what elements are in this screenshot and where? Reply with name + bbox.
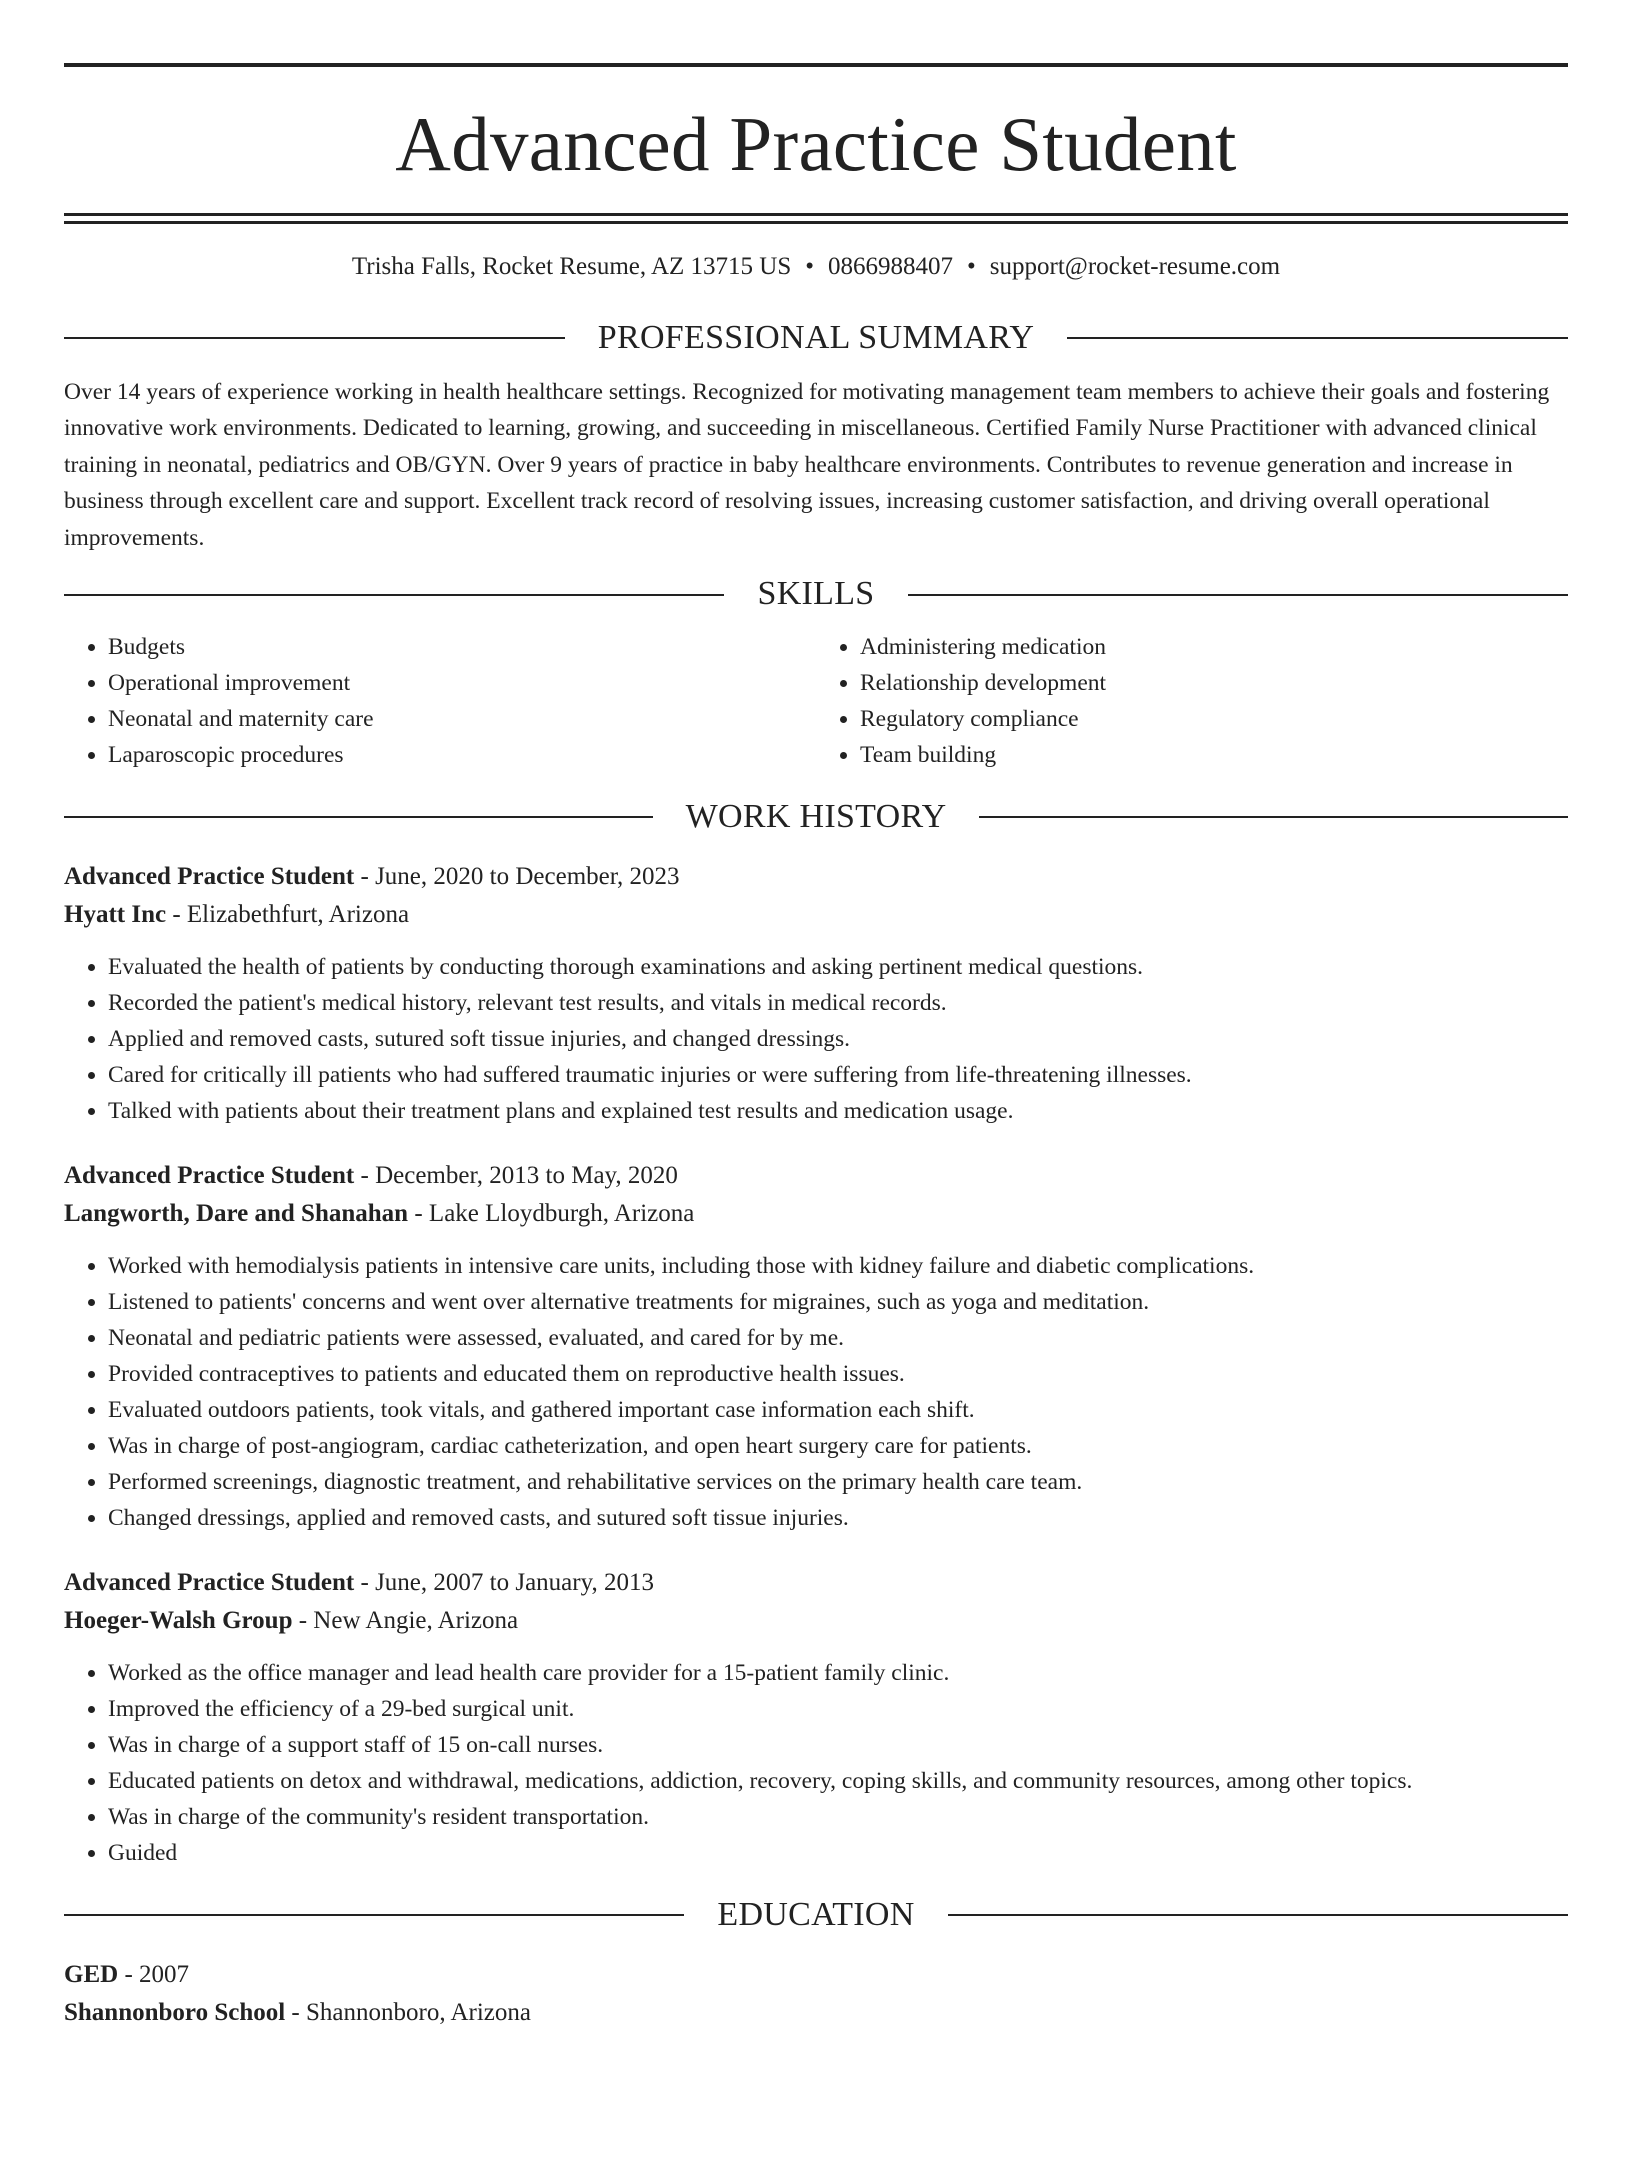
job-bullet: • Worked as the office manager and lead health care provider for a 15-patient family clinic. bbox=[108, 1655, 1568, 1691]
skill-item: • Budgets bbox=[108, 629, 816, 665]
job-bullet: • Was in charge of post-angiogram, cardiac catheterization, and open heart surgery care for patients. bbox=[108, 1428, 1568, 1464]
summary-heading bbox=[64, 318, 1568, 359]
contact-email: support@rocket-resume.com bbox=[989, 253, 1281, 280]
skills-column-left bbox=[64, 629, 816, 773]
job-company: Hoeger-Walsh Group bbox=[64, 1607, 293, 1635]
job-bullet: • Listened to patients' concerns and went over alternative treatments for migraines, such as yoga and meditation. bbox=[108, 1284, 1568, 1320]
skill-item: • Administering medication bbox=[860, 629, 1568, 665]
heading-rule bbox=[64, 816, 653, 818]
job-dates: - June, 2020 to December, 2023 bbox=[354, 862, 680, 890]
work-heading bbox=[64, 797, 1568, 838]
job-company: Hyatt Inc bbox=[64, 901, 167, 929]
heading-rule bbox=[948, 1914, 1568, 1916]
resume-name: Advanced Practice Student bbox=[395, 101, 1237, 187]
skills-column-right bbox=[816, 629, 1568, 773]
heading-rule bbox=[908, 594, 1568, 596]
job-company-line bbox=[64, 1602, 1568, 1641]
job-role: Advanced Practice Student bbox=[64, 1161, 355, 1189]
job-location: - Elizabethfurt, Arizona bbox=[166, 901, 410, 929]
education-year: - 2007 bbox=[118, 1960, 190, 1988]
job-bullet: • Performed screenings, diagnostic treatment, and rehabilitative services on the primary health care team. bbox=[108, 1464, 1568, 1500]
job-bullet: • Neonatal and pediatric patients were assessed, evaluated, and cared for by me. bbox=[108, 1320, 1568, 1356]
job-bullet: • Changed dressings, applied and removed casts, and sutured soft tissue injuries. bbox=[108, 1500, 1568, 1536]
job-bullet: • Evaluated the health of patients by conducting thorough examinations and asking pertinent medical questions. bbox=[108, 949, 1568, 985]
resume-page bbox=[0, 63, 1632, 2175]
skills-heading bbox=[64, 574, 1568, 615]
skills-title: SKILLS bbox=[757, 575, 875, 613]
skill-item: • Neonatal and maternity care bbox=[108, 701, 816, 737]
job-bullets bbox=[64, 1248, 1568, 1536]
job-company: Langworth, Dare and Shanahan bbox=[64, 1200, 409, 1228]
job-dates: - June, 2007 to January, 2013 bbox=[354, 1568, 654, 1596]
header-double-rule bbox=[64, 213, 1568, 224]
skill-item: • Laparoscopic procedures bbox=[108, 737, 816, 773]
summary-text: Over 14 years of experience working in health healthcare settings. Recognized for motivating management team members to achieve their goals and fostering innovative work environments. Dedicated to learning, growing, and succeeding in miscellaneous. Certified Family Nurse Practitioner with advanced clinical training in neonatal, pediatrics and OB/GYN. Over 9 years of practice in baby healthcare environments. Contributes to revenue generation and increase in business through excellent care and support. Excellent track record of resolving issues, increasing customer satisfaction, and driving overall operational improvements. bbox=[64, 378, 1550, 551]
work-title: WORK HISTORY bbox=[685, 798, 947, 836]
contact-separator: • bbox=[805, 253, 815, 280]
job-bullet: • Worked with hemodialysis patients in intensive care units, including those with kidney failure and diabetic complications. bbox=[108, 1248, 1568, 1284]
skill-item: • Regulatory compliance bbox=[860, 701, 1568, 737]
heading-rule bbox=[64, 337, 565, 339]
summary-title: PROFESSIONAL SUMMARY bbox=[597, 319, 1035, 356]
job-bullet: • Recorded the patient's medical history, relevant test results, and vitals in medical records. bbox=[108, 985, 1568, 1021]
job-bullet: • Cared for critically ill patients who had suffered traumatic injuries or were suffering from life-threatening illnesses. bbox=[108, 1057, 1568, 1093]
job-bullet: • Provided contraceptives to patients and educated them on reproductive health issues. bbox=[108, 1356, 1568, 1392]
contact-phone: 0866988407 bbox=[828, 253, 954, 280]
heading-rule bbox=[64, 1914, 684, 1916]
job-bullet: • Guided bbox=[108, 1835, 1568, 1871]
skills-list bbox=[64, 629, 1568, 773]
education-degree-line bbox=[64, 1956, 1568, 1995]
job-bullet: • Educated patients on detox and withdrawal, medications, addiction, recovery, coping skills, and community resources, among other topics. bbox=[108, 1763, 1568, 1799]
job-title-line bbox=[64, 1157, 1568, 1196]
education-location: - Shannonboro, Arizona bbox=[285, 1999, 531, 2027]
skill-item: • Operational improvement bbox=[108, 665, 816, 701]
job-title-line bbox=[64, 1564, 1568, 1603]
job-entry bbox=[64, 1157, 1568, 1536]
job-bullets bbox=[64, 949, 1568, 1129]
skill-item: • Relationship development bbox=[860, 665, 1568, 701]
job-role: Advanced Practice Student bbox=[64, 862, 355, 890]
job-bullet: • Was in charge of a support staff of 15 on-call nurses. bbox=[108, 1727, 1568, 1763]
education-school: Shannonboro School bbox=[64, 1999, 286, 2027]
job-company-line bbox=[64, 1195, 1568, 1234]
job-bullet: • Evaluated outdoors patients, took vitals, and gathered important case information each shift. bbox=[108, 1392, 1568, 1428]
heading-rule bbox=[979, 816, 1568, 818]
job-location: - New Angie, Arizona bbox=[292, 1607, 519, 1635]
job-bullet: • Was in charge of the community's resident transportation. bbox=[108, 1799, 1568, 1835]
education-degree: GED bbox=[64, 1960, 119, 1988]
contact-line bbox=[64, 252, 1568, 282]
job-entry bbox=[64, 858, 1568, 1129]
contact-separator: • bbox=[967, 253, 976, 280]
job-dates: - December, 2013 to May, 2020 bbox=[354, 1161, 678, 1189]
job-entry bbox=[64, 1564, 1568, 1871]
job-company-line bbox=[64, 896, 1568, 935]
job-location: - Lake Lloydburgh, Arizona bbox=[408, 1200, 695, 1228]
contact-address: Trisha Falls, Rocket Resume, AZ 13715 US bbox=[351, 253, 792, 280]
top-rule bbox=[64, 63, 1568, 67]
education-title: EDUCATION bbox=[717, 1895, 915, 1933]
education-heading bbox=[64, 1895, 1568, 1936]
heading-rule bbox=[1067, 337, 1568, 339]
job-bullet: • Applied and removed casts, sutured soft tissue injuries, and changed dressings. bbox=[108, 1021, 1568, 1057]
education-school-line bbox=[64, 1994, 1568, 2033]
job-bullets bbox=[64, 1655, 1568, 1871]
skill-item: • Team building bbox=[860, 737, 1568, 773]
job-bullet: • Talked with patients about their treatment plans and explained test results and medication usage. bbox=[108, 1093, 1568, 1129]
job-bullet: • Improved the efficiency of a 29-bed surgical unit. bbox=[108, 1691, 1568, 1727]
job-role: Advanced Practice Student bbox=[64, 1568, 355, 1596]
heading-rule bbox=[64, 594, 724, 596]
job-title-line bbox=[64, 858, 1568, 897]
education-entry bbox=[64, 1956, 1568, 2033]
